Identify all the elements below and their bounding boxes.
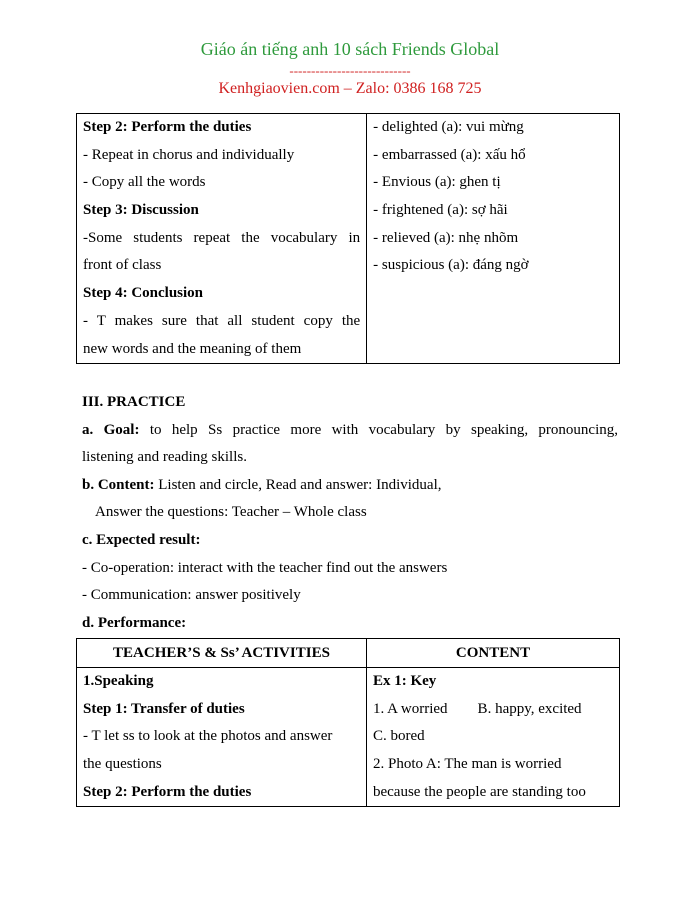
goal-line-2: listening and reading skills. [82, 449, 247, 465]
vocab-item: - frightened (a): sợ hãi [373, 202, 508, 219]
contact-line: Kenhgiaovien.com – Zalo: 0386 168 725 [218, 80, 482, 97]
content-text: Listen and circle, Read and answer: Individual, [158, 477, 442, 493]
step-heading: Step 3: Discussion [83, 202, 199, 219]
goal-text: to help Ss practice more with vocabulary by speaking, pronouncing, [149, 422, 618, 438]
vocab-item: - Envious (a): ghen tị [373, 174, 501, 191]
column-header-content: CONTENT [366, 639, 619, 668]
activity-line: - Copy all the words [83, 174, 206, 191]
activity-line: front of class [83, 257, 162, 274]
vocab-item: - delighted (a): vui mừng [373, 119, 524, 135]
activity-line: - T let ss to look at the photos and answer [83, 728, 333, 745]
column-header-activities: TEACHER’S & Ss’ ACTIVITIES [77, 639, 367, 668]
vocab-item: - suspicious (a): đáng ngờ [373, 257, 529, 274]
vocab-item: - embarrassed (a): xấu hổ [373, 146, 526, 163]
section-heading: III. PRACTICE [82, 394, 186, 410]
lesson-table-top [76, 113, 620, 364]
answer-line: 2. Photo A: The man is worried [372, 756, 562, 773]
content-line-2: Answer the questions: Teacher – Whole class [95, 504, 367, 520]
answer-line: because the people are standing too [372, 783, 586, 800]
performance-label: d. Performance: [82, 615, 187, 631]
activity-line: - Repeat in chorus and individually [83, 146, 295, 163]
section-title: 1.Speaking [83, 673, 154, 689]
expected-item: - Communication: answer positively [82, 587, 301, 603]
activity-line: new words and the meaning of them [83, 340, 302, 357]
content-label: b. Content: [82, 477, 155, 493]
activities-cell [77, 114, 367, 364]
expected-item: - Co-operation: interact with the teacher find out the answers [82, 560, 448, 576]
lesson-table-bottom [76, 638, 620, 807]
activities-cell [77, 668, 367, 807]
activity-line: - T makes sure that all student copy the [83, 312, 361, 329]
step-heading: Step 2: Perform the duties [83, 783, 252, 800]
content-cell [366, 668, 619, 807]
activity-line: -Some students repeat the vocabulary in [83, 229, 361, 246]
expected-label: c. Expected result: [82, 532, 201, 548]
activity-line: the questions [83, 756, 162, 773]
document-title: Giáo án tiếng anh 10 sách Friends Global [200, 39, 500, 59]
step-heading: Step 4: Conclusion [83, 285, 204, 302]
step-heading: Step 2: Perform the duties [83, 119, 252, 135]
title-divider: ---------------------------- [289, 63, 411, 78]
answer-line: C. bored [372, 728, 425, 745]
vocabulary-cell [367, 114, 620, 364]
vocab-item: - relieved (a): nhẹ nhõm [373, 229, 519, 246]
content-line [82, 472, 618, 500]
answer-line: 1. A worried B. happy, excited [372, 700, 582, 717]
key-heading: Ex 1: Key [372, 673, 437, 689]
step-heading: Step 1: Transfer of duties [83, 700, 245, 717]
goal-label: a. Goal: [82, 422, 140, 438]
goal-line [82, 417, 618, 445]
